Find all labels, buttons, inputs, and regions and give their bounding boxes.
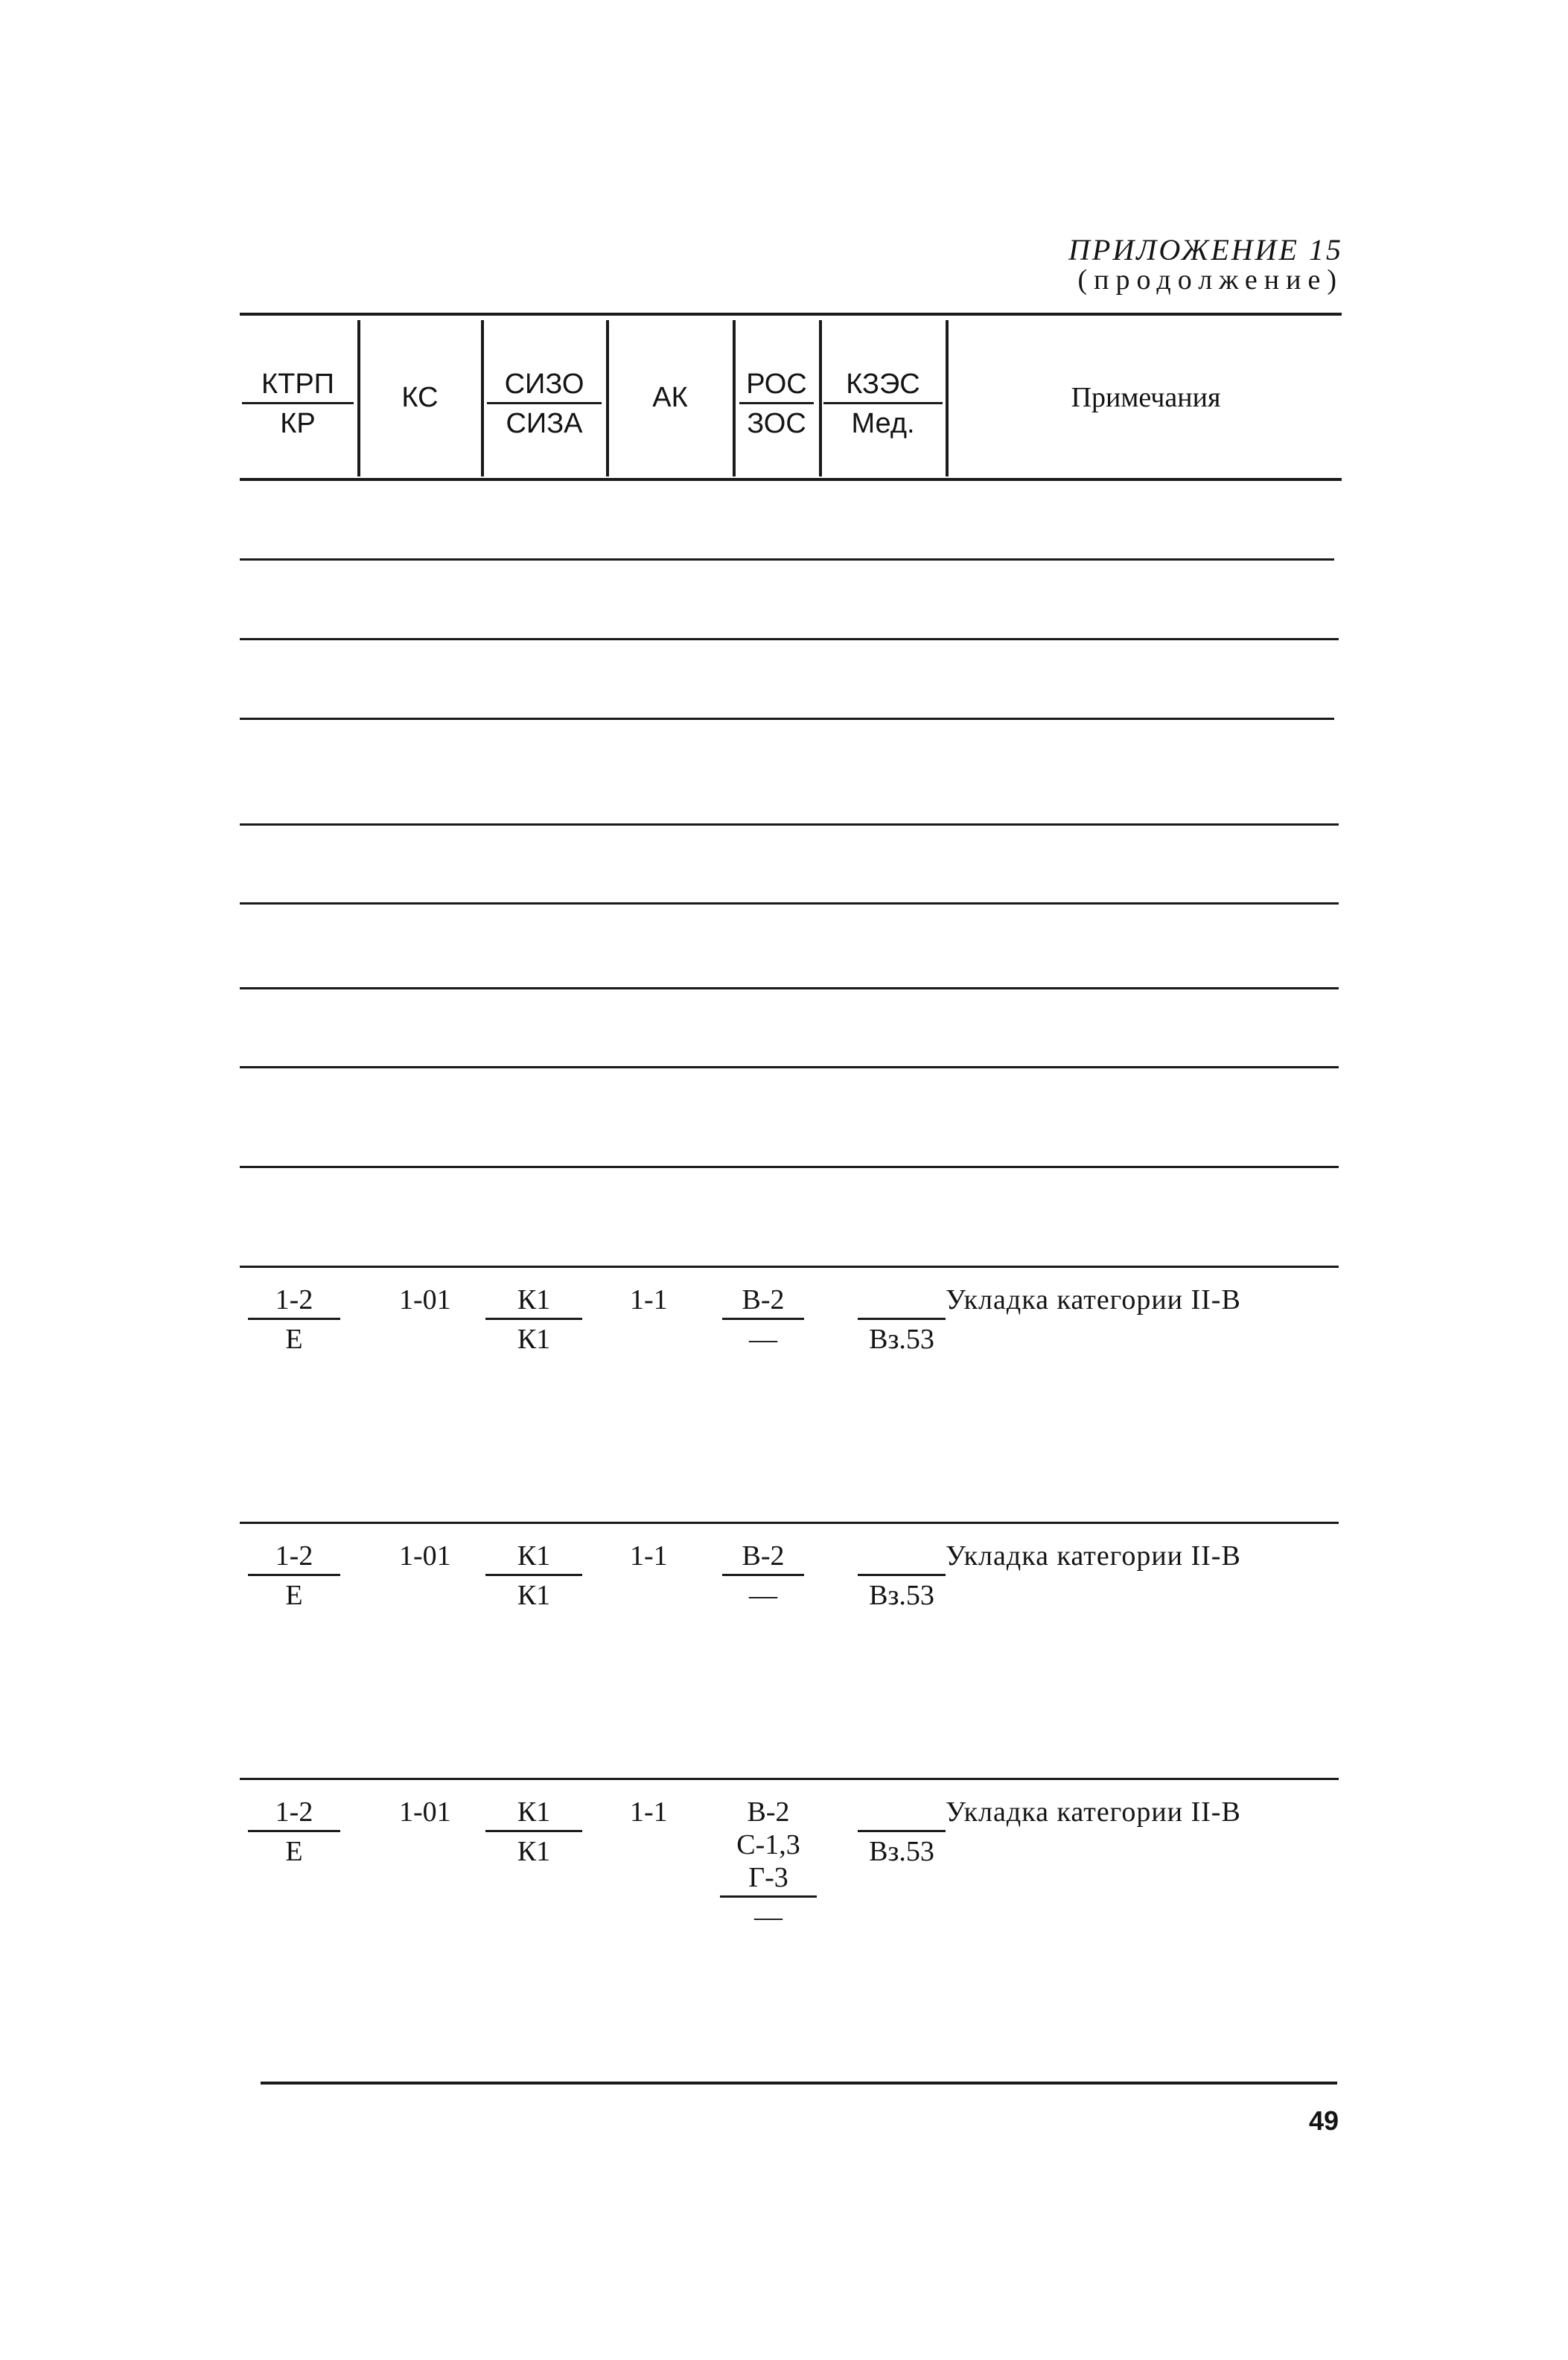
row-kzes-med xyxy=(858,1796,946,1868)
fraction-bar xyxy=(858,1830,946,1832)
row-ktrp: 1-2 xyxy=(275,1540,313,1572)
row-ros: В-2 xyxy=(742,1540,785,1572)
row-zos: — xyxy=(749,1324,777,1355)
row-sizo: К1 xyxy=(517,1796,551,1828)
row-notes: Укладка категории II-В xyxy=(946,1284,1241,1315)
fraction-bar xyxy=(248,1830,340,1832)
header-med: Мед. xyxy=(851,408,915,439)
row-ros-zos xyxy=(719,1540,807,1612)
row-kzes xyxy=(858,1796,946,1828)
table-bottom-rule xyxy=(261,2082,1337,2085)
row-ktrp: 1-2 xyxy=(275,1796,313,1828)
fraction-bar xyxy=(248,1574,340,1576)
header-ros: РОС xyxy=(746,369,807,400)
row-ak: 1-1 xyxy=(630,1540,668,1572)
row-siza: К1 xyxy=(517,1580,551,1611)
fraction-bar xyxy=(720,1895,817,1898)
header-notes: Примечания xyxy=(1071,382,1221,413)
fraction-bar xyxy=(248,1318,340,1320)
row-ak: 1-1 xyxy=(630,1796,668,1828)
row-zos: — xyxy=(749,1580,777,1611)
row-ros-zos xyxy=(719,1283,807,1356)
header-ros-zos xyxy=(736,368,818,440)
header-bottom-rule xyxy=(240,478,1342,481)
fraction-bar xyxy=(739,402,814,404)
row-rule xyxy=(240,718,1334,720)
row-ros-line-1: В-2 xyxy=(747,1796,790,1828)
row-kr: Е xyxy=(285,1836,303,1867)
row-kzes-med xyxy=(858,1540,946,1612)
row-rule xyxy=(240,902,1339,905)
row-ktrp: 1-2 xyxy=(275,1284,313,1315)
fraction-bar xyxy=(487,402,602,404)
row-sizo-siza xyxy=(485,1283,582,1356)
row-kr: Е xyxy=(285,1324,303,1355)
row-zos: — xyxy=(754,1901,783,1933)
row-siza: К1 xyxy=(517,1836,551,1867)
row-ks: 1-01 xyxy=(399,1540,451,1572)
page-number: 49 xyxy=(1308,2105,1339,2136)
fraction-bar xyxy=(485,1318,582,1320)
row-rule xyxy=(240,987,1339,989)
row-ktrp-kr xyxy=(246,1540,342,1612)
header-ktrp-kr xyxy=(240,368,356,440)
row-sizo-siza xyxy=(485,1540,582,1612)
row-kzes-med xyxy=(858,1283,946,1356)
row-rule xyxy=(240,1778,1339,1780)
header-separator xyxy=(946,320,949,476)
row-sizo: К1 xyxy=(517,1284,551,1315)
row-ktrp-kr xyxy=(246,1796,342,1868)
row-sizo-siza xyxy=(485,1796,582,1868)
header-zos: ЗОС xyxy=(747,408,806,439)
header-sizo: СИЗО xyxy=(504,369,584,400)
row-kzes xyxy=(858,1540,946,1572)
row-ros-line-2: С-1,3 xyxy=(736,1829,800,1860)
row-ros: В-2 xyxy=(742,1284,785,1315)
appendix-title: ПРИЛОЖЕНИЕ 15 xyxy=(1068,233,1343,267)
fraction-bar xyxy=(823,402,943,404)
row-ros-zos xyxy=(718,1796,819,1933)
row-ks: 1-01 xyxy=(399,1284,451,1315)
fraction-bar xyxy=(858,1574,946,1576)
header-kzes-med xyxy=(822,368,944,440)
row-ks: 1-01 xyxy=(399,1796,451,1828)
row-rule xyxy=(240,823,1339,826)
header-siza: СИЗА xyxy=(506,408,583,439)
table-top-rule xyxy=(240,313,1342,316)
row-siza: К1 xyxy=(517,1324,551,1355)
row-rule xyxy=(240,1166,1339,1168)
row-ros-line-3: Г-3 xyxy=(748,1862,788,1893)
header-kzes: КЗЭС xyxy=(846,369,920,400)
row-ak: 1-1 xyxy=(630,1284,668,1315)
row-notes: Укладка категории II-В xyxy=(946,1796,1241,1828)
fraction-bar xyxy=(485,1574,582,1576)
header-sizo-siza xyxy=(484,368,605,440)
row-sizo: К1 xyxy=(517,1540,551,1572)
row-rule xyxy=(240,1522,1339,1524)
row-rule xyxy=(240,1066,1339,1068)
row-ktrp-kr xyxy=(246,1283,342,1356)
row-rule xyxy=(240,1266,1339,1268)
header-ks: КС xyxy=(401,382,439,413)
row-rule xyxy=(240,638,1339,640)
fraction-bar xyxy=(722,1574,804,1576)
fraction-bar xyxy=(858,1318,946,1320)
row-med: Вз.53 xyxy=(869,1324,934,1355)
row-med: Вз.53 xyxy=(869,1836,934,1867)
row-med: Вз.53 xyxy=(869,1580,934,1611)
fraction-bar xyxy=(242,402,354,404)
row-kr: Е xyxy=(285,1580,303,1611)
appendix-subtitle: (продолжение) xyxy=(1077,264,1343,296)
fraction-bar xyxy=(485,1830,582,1832)
header-ktrp: КТРП xyxy=(261,369,334,400)
header-ak: АК xyxy=(652,382,688,413)
header-kr: КР xyxy=(280,408,316,439)
row-kzes xyxy=(858,1283,946,1316)
row-notes: Укладка категории II-В xyxy=(946,1540,1241,1572)
fraction-bar xyxy=(722,1318,804,1320)
row-rule xyxy=(240,558,1334,561)
